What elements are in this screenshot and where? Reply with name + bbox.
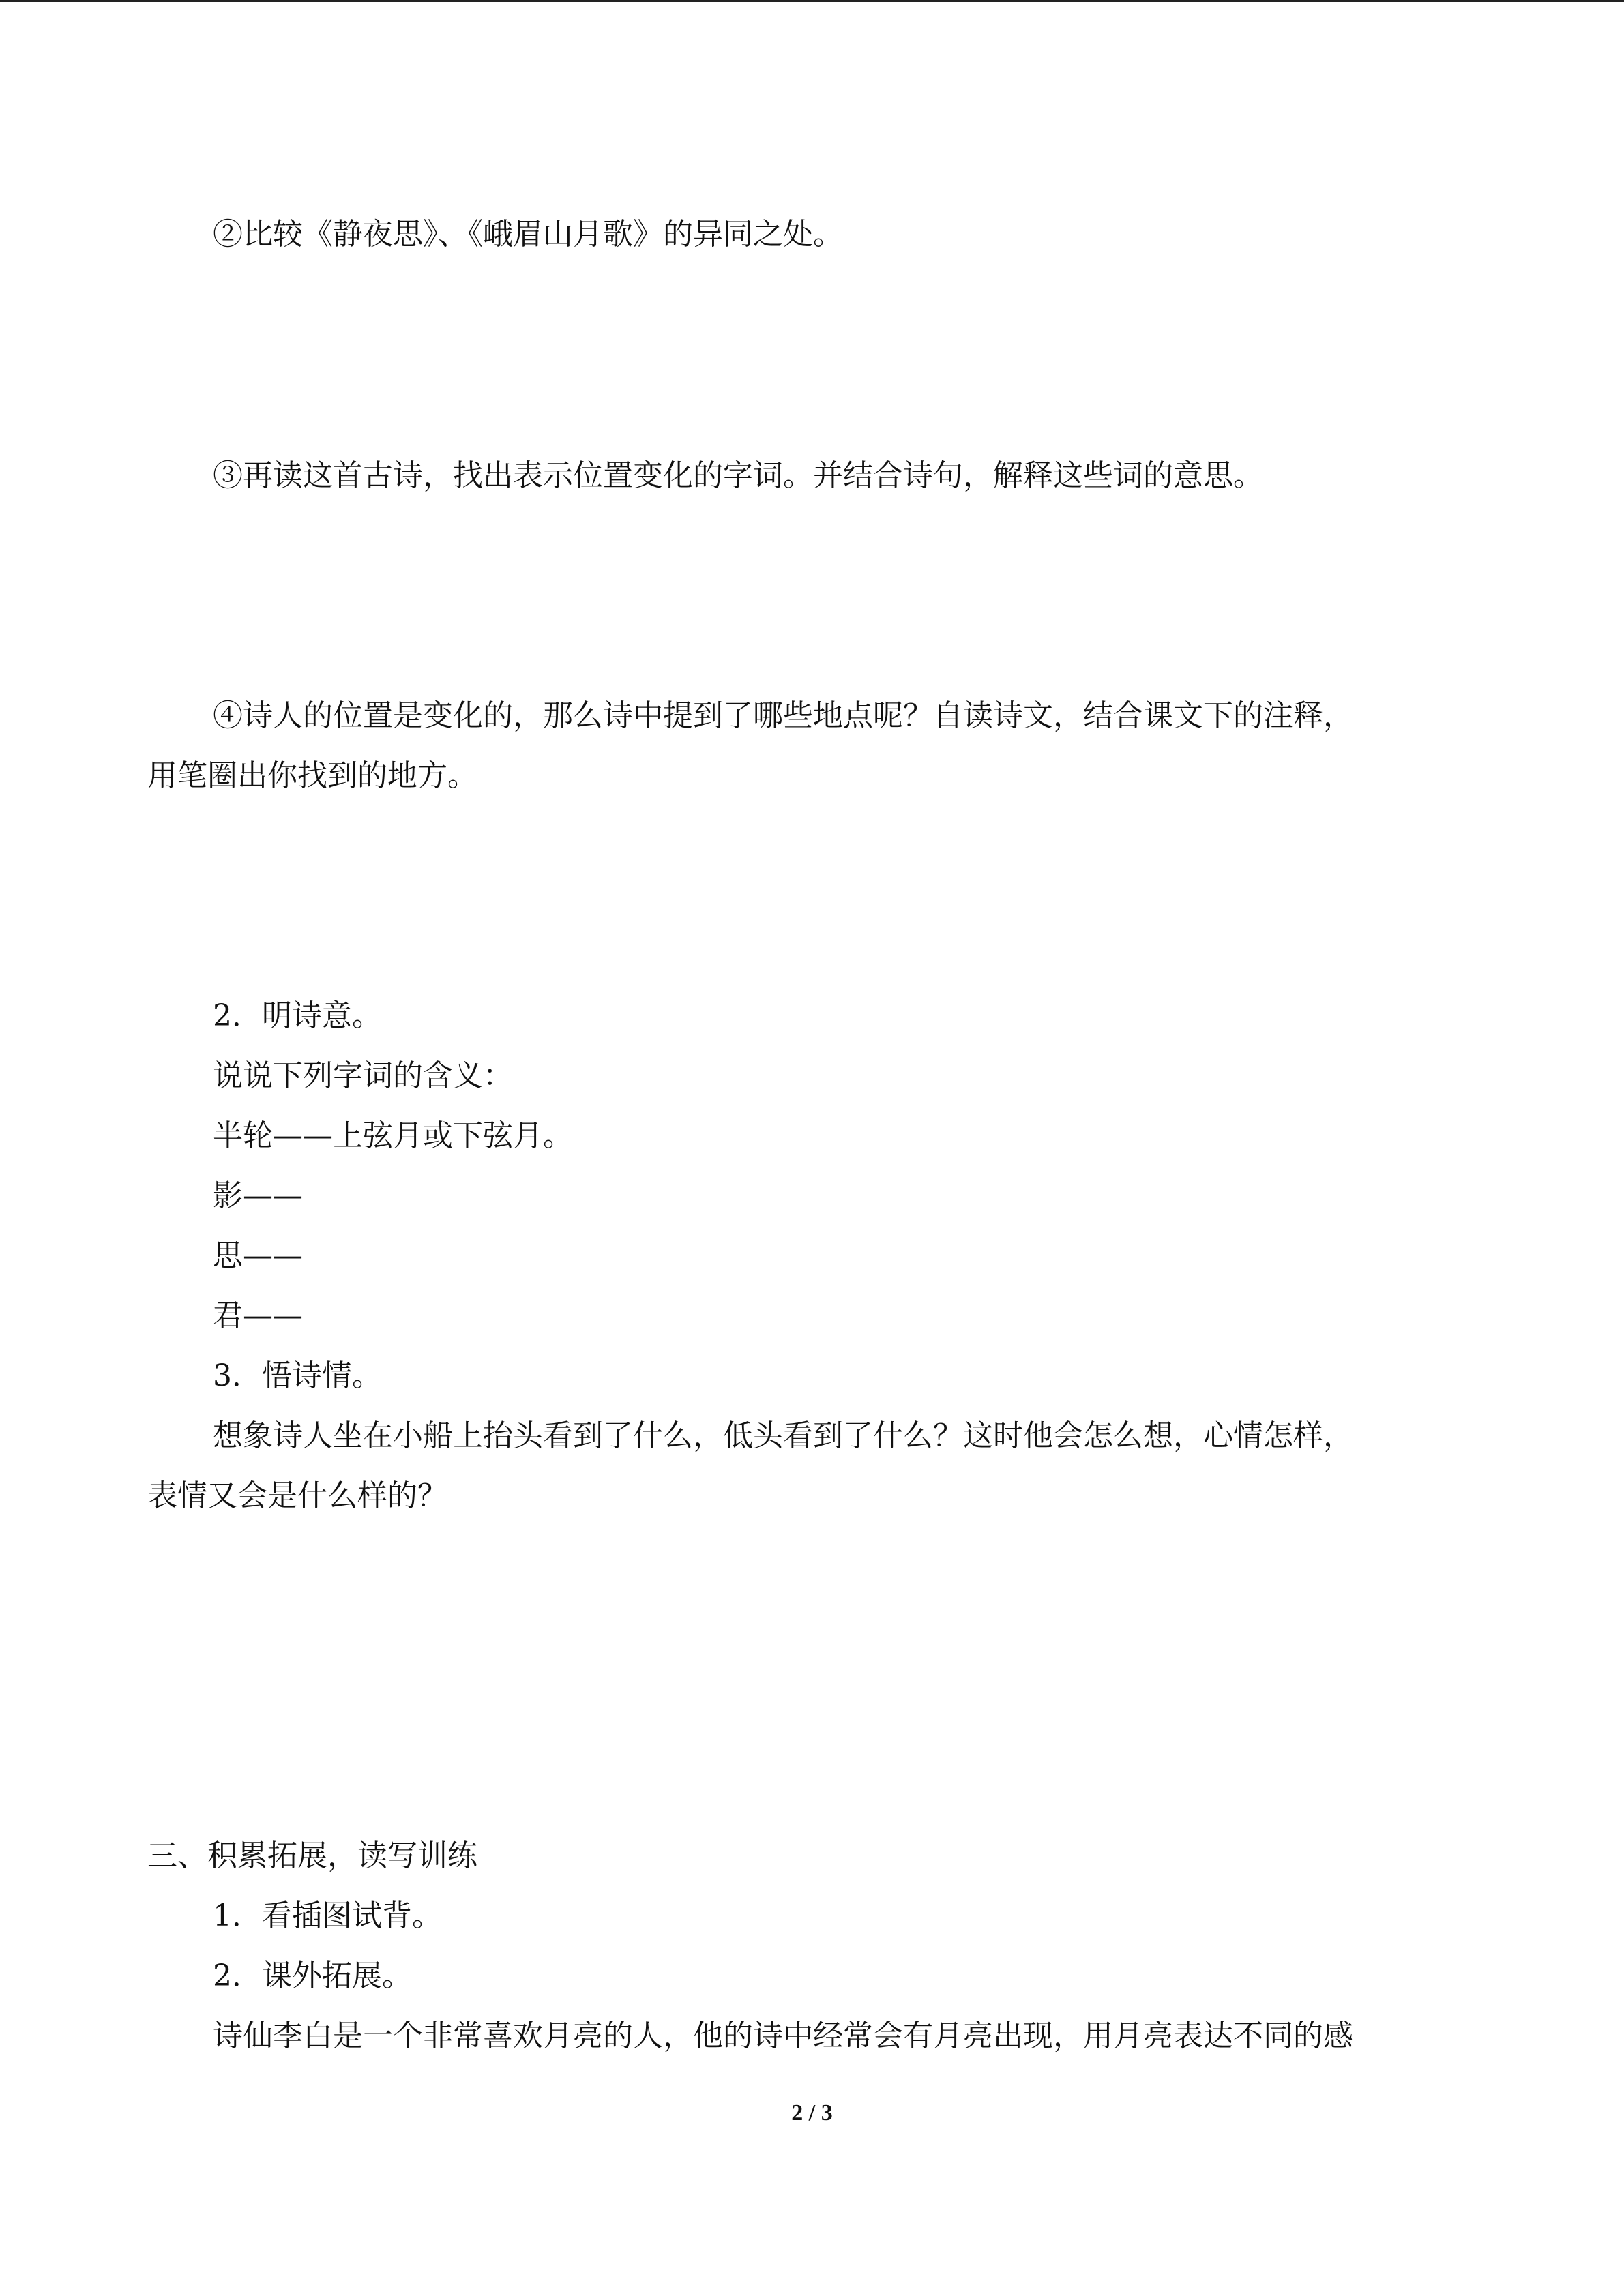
- section-three-item-1: 1．看插图试背。: [213, 1898, 442, 1933]
- word-meaning-item: 思——: [213, 1238, 303, 1273]
- page-number: 2 / 3: [791, 2100, 833, 2126]
- word-meaning-item: 半轮——上弦月或下弦月。: [213, 1118, 573, 1153]
- section-three-paragraph: 诗仙李白是一个非常喜欢月亮的人，他的诗中经常会有月亮出现，用月亮表达不同的感: [213, 2018, 1353, 2053]
- section-feeling-prompt-line2: 表情又会是什么样的？: [147, 1478, 447, 1513]
- question-2-text: ②比较《静夜思》、《峨眉山月歌》的异同之处。: [213, 217, 843, 252]
- word-meaning-item: 君——: [213, 1298, 303, 1333]
- section-three-heading: 三、积累拓展，读写训练: [147, 1838, 477, 1873]
- section-meaning-heading: 2．明诗意。: [213, 998, 382, 1033]
- section-feeling-heading: 3．悟诗情。: [213, 1358, 382, 1393]
- word-meaning-item: 影——: [213, 1178, 303, 1213]
- section-three-item-2: 2．课外拓展。: [213, 1958, 412, 1993]
- section-feeling-prompt-line1: 想象诗人坐在小船上抬头看到了什么，低头看到了什么？这时他会怎么想，心情怎样，: [213, 1418, 1353, 1453]
- page-top-border: [0, 0, 1624, 2]
- section-meaning-instruction: 说说下列字词的含义：: [213, 1058, 513, 1093]
- question-4-text-line2: 用笔圈出你找到的地方。: [147, 758, 477, 793]
- question-3-text: ③再读这首古诗，找出表示位置变化的字词。并结合诗句，解释这些词的意思。: [213, 458, 1263, 493]
- question-4-text-line1: ④诗人的位置是变化的，那么诗中提到了哪些地点呢？自读诗文，结合课文下的注释，: [213, 698, 1353, 733]
